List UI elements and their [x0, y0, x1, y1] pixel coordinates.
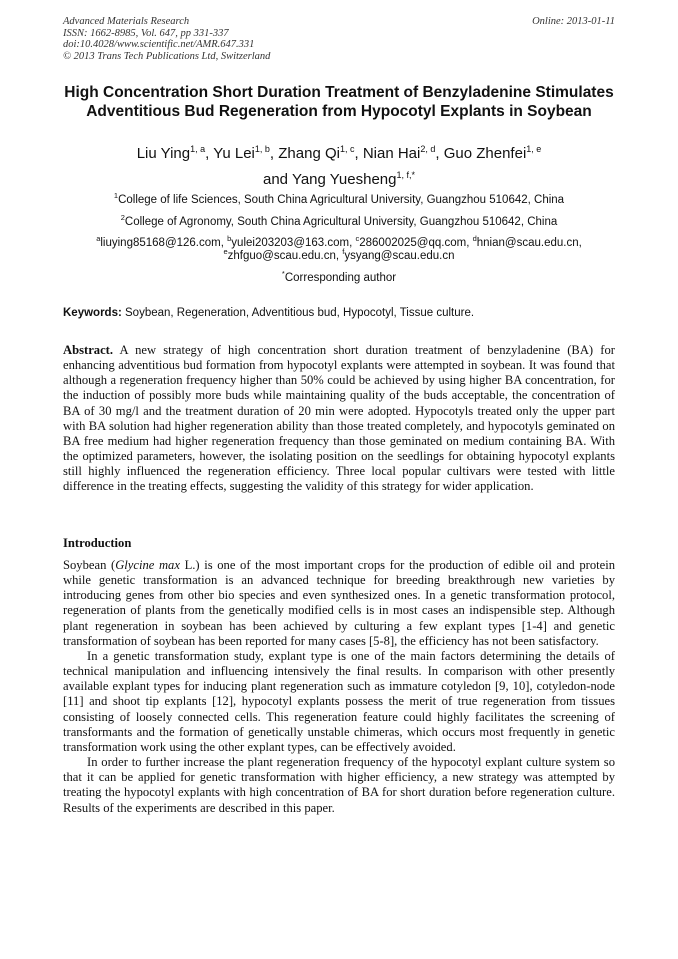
affiliation-text: College of life Sciences, South China Agricultural University, Guangzhou 510642, China	[118, 194, 565, 206]
email-address: zhfguo@scau.edu.cn	[227, 250, 336, 262]
author-sup: 1, f,*	[396, 170, 415, 180]
intro-paragraph-2: In a genetic transformation study, explant type is one of the main factors determining the details of technical manipulation and influencing intensively the final results. In comparison with other presently available explant types for inducing plant regeneration such as immature cotyledon [9, 10], cotyledon-node [11] and shoot tip explants [12], hypocotyl explants possess the merit of true regeneration from tissues consisting of loosely connected cells. This regeneration feature could highly facilitates the screening of transformants and the formation of genetically unstable chimeras, which occurs most frequently in genetic transformation work using the other explant types, can be effectively avoided.	[63, 648, 615, 754]
running-header	[63, 16, 615, 62]
author-name: Yang Yuesheng	[291, 171, 397, 188]
author-name: Liu Ying	[136, 145, 191, 162]
intro-paragraph-3: In order to further increase the plant regeneration frequency of the hypocotyl explant culture system so that it can be applied for genetic transformation with higher efficiency, a new strategy was attempted by treating the hypocotyl explants with high concentration of BA for short duration before regeneration culture. Results of the experiments are described in this paper.	[63, 755, 615, 815]
affiliation-sup: 2	[120, 213, 125, 223]
email-sup: e	[223, 247, 228, 257]
author-name: Nian Hai	[362, 145, 421, 162]
paper-title: High Concentration Short Duration Treatment of Benzyladenine Stimulates Adventitious Bud Regeneration from Hypocotyl Explants in Soybean	[64, 84, 614, 120]
email-line-2: $^e$zhfguo@scau.edu.cn, $^f$ysyang@scau.edu.cn	[223, 247, 455, 262]
author-sup: 2, d	[420, 144, 436, 154]
author-sup: 1, e	[526, 144, 542, 154]
introduction-heading: Introduction	[63, 536, 132, 550]
email-address: ysyang@scau.edu.cn	[344, 250, 455, 262]
affiliation-1	[40, 191, 638, 207]
author-name: Zhang Qi	[278, 145, 340, 162]
doi-line: doi:10.4028/www.scientific.net/AMR.647.331	[63, 39, 255, 50]
email-address: 286002025@qq.com	[359, 237, 467, 249]
corresponding-note	[40, 269, 638, 285]
author-name: Yu Lei	[213, 145, 255, 162]
author-line-1: Liu Ying$^{1, a}$, Yu Lei$^{1, b}$, Zhang Qi$^{1, c}$, Nian Hai$^{2, d}$, Guo Zhenfei$^{1, e}$	[136, 144, 542, 162]
intro-p1-post: L.) is one of the most important crops for the production of edible oil and protein while genetic transformation is an advanced technique for breeding breakthrough new varieties by introducing genes from other bio species and even synthesized ones. In a genetic transformation protocol, regeneration of plants from the genetically modified cells is in most cases an indispensible step. Although plant regeneration in soybean has been achieved by culturing a few explant types [1-4] and genetic transformation of soybean has been reported for many cases [5-8], the efficiency has not been satisfactory.	[63, 558, 616, 648]
abstract	[63, 343, 615, 495]
affiliation-2	[40, 213, 638, 229]
email-sup: c	[355, 234, 360, 244]
intro-p1-pre: Soybean (	[63, 558, 116, 572]
author-sup: 1, c	[339, 144, 355, 154]
author-sup: 1, a	[190, 144, 206, 154]
affiliation-sup: 1	[113, 191, 119, 201]
email-list	[40, 234, 638, 263]
copyright-line: © 2013 Trans Tech Publications Ltd, Switzerland	[63, 50, 271, 62]
affiliation-text: College of Agronomy, South China Agricultural University, Guangzhou 510642, China	[124, 216, 558, 228]
author-line-2	[40, 167, 638, 193]
email-sup: a	[96, 234, 101, 244]
keywords-text: Soybean, Regeneration, Adventitious bud, Hypocotyl, Tissue culture.	[125, 307, 475, 319]
author-name: Guo Zhenfei	[443, 145, 527, 162]
author-list	[40, 141, 638, 193]
introduction-body	[63, 558, 615, 816]
email-sup: f	[342, 247, 345, 257]
abstract-text: A new strategy of high concentration short duration treatment of benzyladenine (BA) for enhancing adventitious bud formation from hypocotyl explants were attempted in soybean. It was found that although a regeneration frequency higher than 50% could be achieved by using higher BA concentration, for the induction of possibly more buds while maintaining quality of the buds acceptable, the concentration of BA of 30 mg/l and the treatment duration of 20 min were adopted. Hypocotyls treated only the upper part with BA solution had higher regeneration ability than those treated completely, and hypocotyls geminated on BA free medium had higher regeneration frequency than those geminated on medium containing BA. With the optimized parameters, however, the isolating position on the seedlings for obtaining hypocotyl explants still highly influenced the regeneration efficiency. Three local popular cultivars were tested with little difference in the treating effects, suggesting the validity of this strategy for wider application.	[63, 343, 615, 494]
species-name: Glycine max	[115, 558, 180, 572]
email-line-1: $^a$liuying85168@126.com, $^b$yulei203203@163.com, $^c$286002025@qq.com, $^d$hnian@scau.edu.cn,	[96, 234, 582, 249]
online-date: Online: 2013-01-11	[532, 16, 615, 27]
abstract-label: Abstract.	[63, 343, 114, 357]
authors-joiner: and	[263, 171, 289, 188]
keywords-label: Keywords:	[63, 307, 122, 319]
keywords	[63, 307, 623, 320]
issn-line: ISSN: 1662-8985, Vol. 647, pp 331-337	[63, 27, 229, 39]
email-sup: b	[227, 234, 232, 244]
email-address: yulei203203@163.com	[231, 237, 350, 249]
email-sup: d	[472, 234, 477, 244]
email-address: liuying85168@126.com	[100, 237, 221, 249]
email-address: hnian@scau.edu.cn	[476, 237, 579, 249]
journal-name: Advanced Materials Research	[63, 16, 190, 27]
intro-paragraph-1	[63, 558, 615, 649]
author-sup: 1, b	[254, 144, 270, 154]
corresponding-text: Corresponding author	[284, 272, 397, 284]
abstract-paragraph	[63, 343, 615, 495]
corresponding-sup: *	[281, 269, 285, 279]
